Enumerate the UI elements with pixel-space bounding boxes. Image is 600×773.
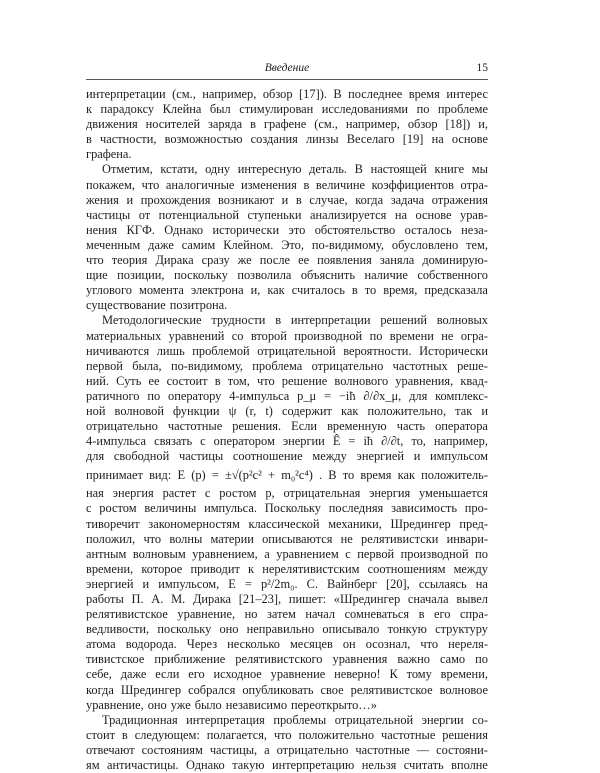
text-line: времени, которое приводит к нерелятивистским соотношениям между	[86, 561, 488, 576]
text-line: материальных уравнений со второй производной по времени не огра-	[86, 328, 488, 343]
text-line: отрицательно частотные решения. Если временную часть оператора	[86, 419, 488, 434]
text-line: ний. Суть ее состоит в том, что решение волнового уравнения, квад-	[86, 373, 488, 388]
text-line: когда Шредингер собрался опубликовать свое релятивистское волновое	[86, 682, 488, 697]
text-line: ная энергия растет с ростом p, отрицательная энергия уменьшается	[86, 486, 488, 501]
text-line: Методологические трудности в интерпретации решений волновых	[102, 313, 488, 328]
text-line: положил, что волны материи описываются не релятивистски инвари-	[86, 531, 488, 546]
paragraph-4	[86, 713, 488, 773]
text-line: ничиваются лишь проблемой отрицательной вероятности. Исторически	[86, 343, 488, 358]
running-head	[86, 62, 488, 78]
text-line: уравнение, оно уже было независимо переоткрыто…»	[86, 697, 377, 712]
page-number: 15	[476, 62, 488, 74]
text-line: релятивистское уравнение, но затем начал сомневаться в его спра-	[86, 607, 488, 622]
text-line: графена.	[86, 147, 132, 162]
text-line: тивистское приближение релятивистского уравнения важно само по	[86, 652, 488, 667]
text-line: щие позиции, поскольку позволила объяснить наличие собственного	[86, 268, 488, 283]
header-rule	[86, 79, 488, 80]
text-line: антным волновым уравнением, а уравнением с первой производной по	[86, 546, 488, 561]
text-line: энергией и импульсом, E = p²/2m₀. С. Вайнберг [20], ссылаясь на	[86, 576, 488, 591]
text-line: 4-импульса связать с оператором энергии Ê = iħ ∂/∂t, то, например,	[86, 434, 488, 449]
text-line: первой была, по-видимому, проблема отрицательно частотных реше-	[86, 358, 488, 373]
paragraph-2	[86, 162, 488, 313]
paragraph-3	[86, 313, 488, 712]
text-line: ям античастицы. Однако такую интерпретацию нельзя считать вполне	[86, 758, 488, 773]
text-line: нения КГФ. Однако исторически это обстоятельство осталось неза-	[86, 222, 488, 237]
text-line: Отметим, кстати, одну интересную деталь. В настоящей книге мы	[102, 162, 488, 177]
text-line: для свободной частицы соотношение между энергией и импульсом	[86, 449, 488, 464]
text-line: ной волновой функции ψ (r, t) содержит как положительно, так и	[86, 403, 488, 418]
text-line: углового момента электрона и, как считалось в то время, предсказала	[86, 283, 488, 298]
text-line: в частности, возможностью создания линзы Веселаго [19] на основе	[86, 132, 488, 147]
text-line: Традиционная интерпретация проблемы отрицательной энергии со-	[102, 712, 488, 727]
text-line: атома водорода. Через несколько месяцев он осознал, что нереля-	[86, 637, 488, 652]
text-line: существование позитрона.	[86, 298, 228, 313]
paragraph-1	[86, 87, 488, 162]
text-line: стоит в следующем: полагается, что положительно частотные решения	[86, 727, 488, 742]
text-line: принимает вид: E (p) = ±√(p²c² + m₀²c⁴) . В то время как положитель-	[86, 467, 488, 482]
text-line: интерпретации (см., например, обзор [17]). В последнее время интерес	[86, 87, 488, 101]
text-line: частицы от потенциальной ступеньки анализируется на основе урав-	[86, 207, 488, 222]
text-line: движения носителей заряда в графене (см., например, обзор [18]) и,	[86, 117, 488, 132]
running-head-title: Введение	[264, 62, 310, 74]
body-text	[86, 87, 488, 773]
text-line: себе, даже если его исходное уравнение неверно! К тому времени,	[86, 667, 488, 682]
text-line: ведливости, поскольку оно неправильно описывало тонкую структуру	[86, 622, 488, 637]
text-line: что теория Дирака сразу же после ее появления заняла доминирую-	[86, 253, 488, 268]
text-line: жения и прохождения возникают и в случае, когда задача отражения	[86, 192, 488, 207]
text-line: работы П. А. М. Дирака [21–23], пишет: «Шредингер сначала вывел	[86, 592, 488, 606]
text-line: к парадоксу Клейна был стимулирован исследованиями по проблеме	[86, 102, 488, 117]
text-line: отвечают состояниям частицы, а отрицательно частотные — состояни-	[86, 742, 488, 757]
text-line: ратичного по оператору 4-импульса p_μ = −iħ ∂/∂x_μ, для комплекс-	[86, 388, 488, 403]
text-line: покажем, что аналогичные изменения в величине коэффициентов отра-	[86, 177, 488, 192]
text-line: с ростом величины импульса. Поскольку последняя зависимость про-	[86, 501, 488, 516]
text-line: тиворечит закономерностям классической механики, Шредингер пред-	[86, 516, 488, 531]
text-line: меченным даже самим Клейном. Это, по-видимому, обусловлено тем,	[86, 237, 488, 252]
